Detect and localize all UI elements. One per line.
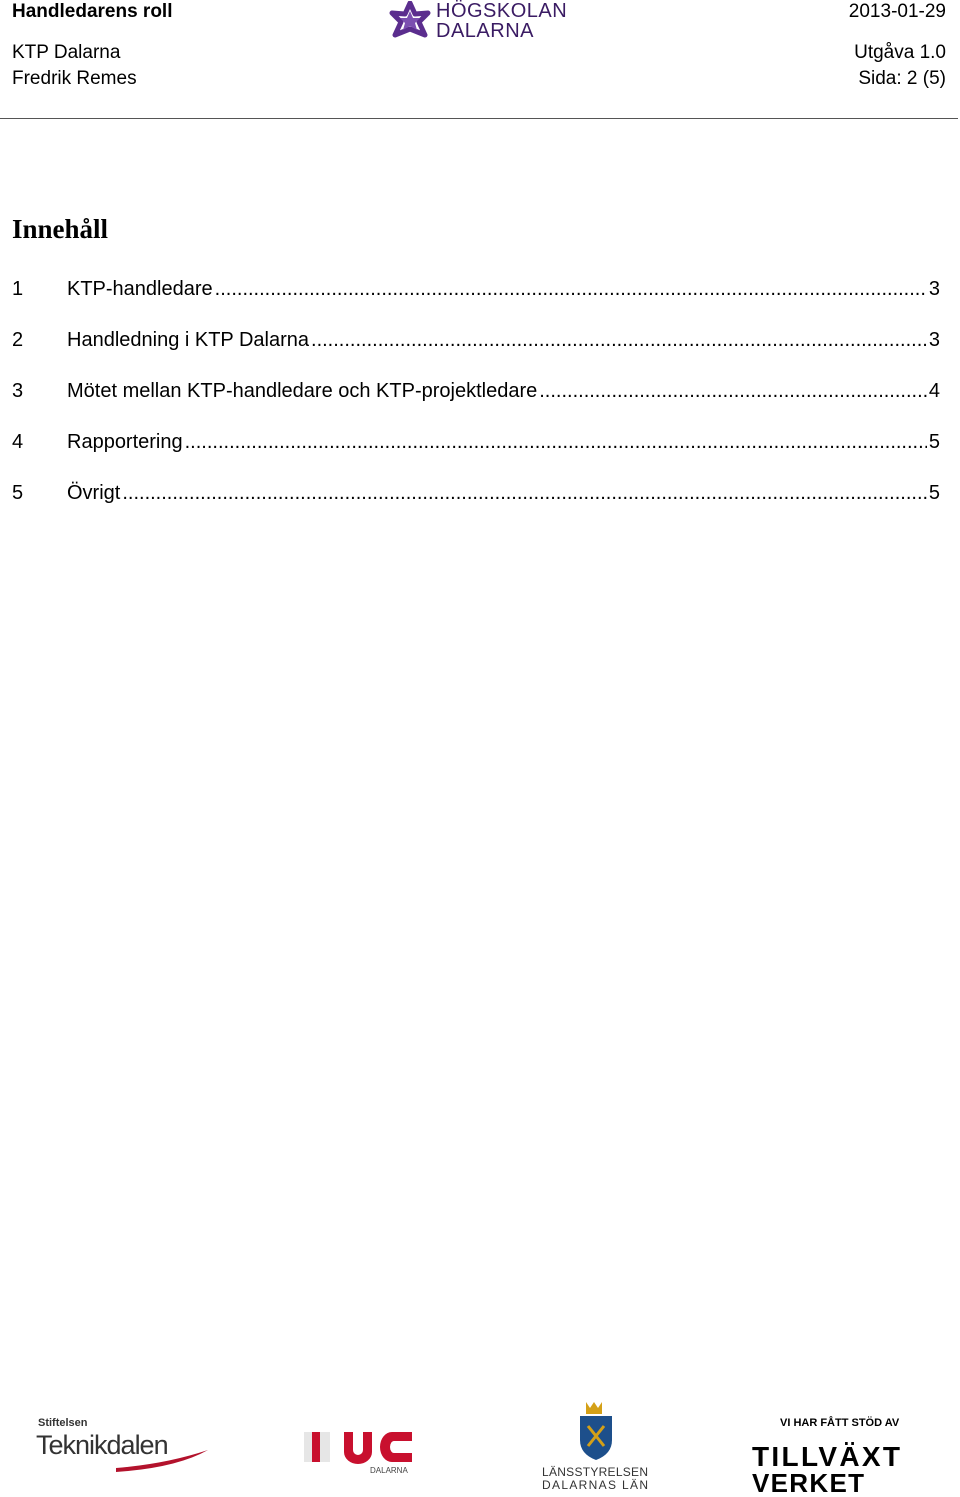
tillvaxtverket-logo — [752, 1412, 902, 1494]
tillvaxt-tag-text: VI HAR FÅTT STÖD AV — [780, 1417, 900, 1429]
logo-text: HÖGSKOLAN DALARNA — [436, 0, 568, 42]
toc-entry-title: KTP-handledare — [67, 278, 213, 300]
iuc-dalarna-logo — [302, 1428, 414, 1476]
toc-entry[interactable] — [12, 482, 940, 533]
teknikdalen-small-text: Stiftelsen — [38, 1417, 88, 1429]
iuc-i-icon — [312, 1432, 320, 1462]
page-indicator: Sida: 2 (5) — [858, 68, 946, 89]
toc-entry-title: Handledning i KTP Dalarna — [67, 329, 310, 351]
toc-entry-page: 5 — [928, 431, 940, 453]
teknikdalen-name-text: Teknikdalen — [36, 1430, 168, 1460]
crown-icon — [586, 1402, 602, 1414]
toc-entry-page: 5 — [928, 482, 940, 504]
toc-heading: Innehåll — [12, 214, 109, 244]
toc-leader-dots — [122, 482, 927, 505]
header-divider — [0, 118, 958, 119]
toc-entry-page: 4 — [928, 380, 940, 402]
toc-entry-number: 5 — [12, 482, 24, 504]
edition-label: Utgåva 1.0 — [854, 42, 946, 63]
star-flower-icon — [388, 1, 432, 41]
toc-entry[interactable] — [12, 380, 940, 431]
document-title: Handledarens roll — [12, 1, 173, 22]
table-of-contents — [12, 278, 940, 533]
toc-entry-page: 3 — [928, 329, 940, 351]
toc-entry-title: Rapportering — [67, 431, 183, 453]
teknikdalen-logo — [36, 1414, 212, 1474]
toc-entry-title: Övrigt — [67, 482, 121, 504]
toc-leader-dots — [215, 278, 927, 301]
lansstyrelsen-logo — [540, 1400, 652, 1492]
iuc-c-icon — [380, 1432, 412, 1462]
toc-leader-dots — [539, 380, 927, 403]
hogskolan-dalarna-logo — [388, 1, 574, 43]
toc-entry-number: 4 — [12, 431, 24, 453]
toc-entry[interactable] — [12, 278, 940, 329]
lansstyrelsen-line2: DALARNAS LÄN — [542, 1478, 648, 1492]
toc-leader-dots — [311, 329, 927, 352]
lansstyrelsen-line1: LÄNSSTYRELSEN — [542, 1465, 648, 1479]
toc-entry-page: 3 — [928, 278, 940, 300]
iuc-u-icon — [344, 1432, 372, 1464]
iuc-sub-text: DALARNA — [370, 1466, 408, 1475]
toc-entry-title: Mötet mellan KTP-handledare och KTP-projektledare — [67, 380, 538, 402]
toc-entry-number: 3 — [12, 380, 24, 402]
author-name: Fredrik Remes — [12, 68, 137, 89]
document-date: 2013-01-29 — [848, 1, 946, 22]
tillvaxt-line1: TILLVÄXT — [752, 1441, 900, 1472]
organization-name: KTP Dalarna — [12, 42, 121, 63]
toc-entry-number: 1 — [12, 278, 24, 300]
tillvaxt-line2: VERKET — [752, 1468, 864, 1494]
toc-entry[interactable] — [12, 329, 940, 380]
toc-entry[interactable] — [12, 431, 940, 482]
toc-entry-number: 2 — [12, 329, 24, 351]
toc-leader-dots — [185, 431, 927, 454]
